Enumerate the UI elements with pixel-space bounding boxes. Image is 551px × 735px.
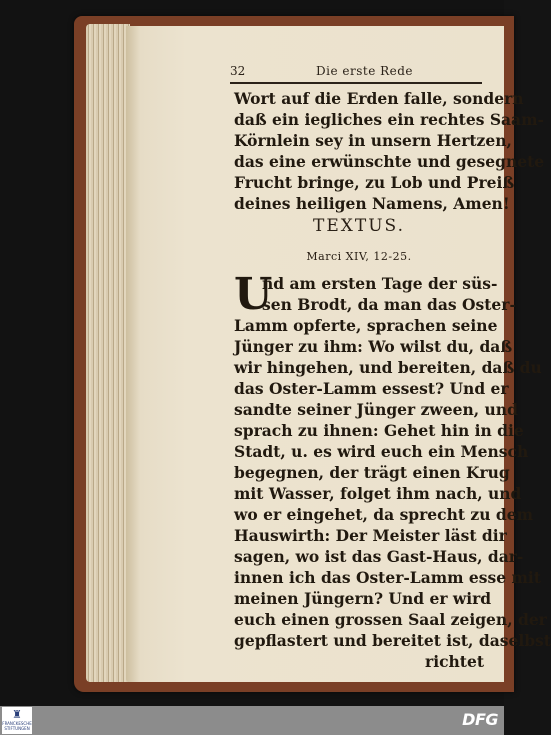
text-line: sagen, wo ist das Gast-Haus, dar-: [234, 547, 524, 566]
text-line: euch einen grossen Saal zeigen, der: [234, 610, 547, 629]
text-line: Körnlein sey in unsern Hertzen,: [234, 131, 512, 150]
catchword: richtet: [425, 652, 484, 671]
text-line: Stadt, u. es wird euch ein Mensch: [234, 442, 529, 461]
text-line: wir hingehen, und bereiten, daß du: [234, 358, 542, 377]
text-line: das Oster-Lamm essest? Und er: [234, 379, 509, 398]
text-line: das eine erwünschte und gesegnete: [234, 152, 545, 171]
text-line: begegnen, der trägt einen Krug: [234, 463, 510, 482]
drop-cap: U: [234, 269, 273, 320]
page-header: [230, 62, 482, 84]
logo-text: FRANCKESCHE STIFTUNGEN: [2, 721, 32, 731]
crest-icon: ♜: [12, 708, 22, 721]
gospel-text: [234, 269, 551, 672]
text-line: Wort auf die Erden falle, sondern: [234, 89, 524, 108]
text-line: meinen Jüngern? Und er wird: [234, 589, 492, 608]
dfg-logo[interactable]: DFG: [462, 710, 498, 729]
viewer-footer: [0, 706, 504, 735]
text-line: deines heiligen Namens, Amen!: [234, 194, 510, 213]
text-line: sandte seiner Jünger zween, und: [234, 400, 518, 419]
text-line: daß ein iegliches ein rechtes Saam-: [234, 110, 544, 129]
page-number: 32: [230, 64, 246, 78]
text-line: Lamm opferte, sprachen seine: [234, 316, 498, 335]
scripture-reference: Marci XIV, 12-25.: [306, 250, 412, 263]
institution-logo[interactable]: [2, 707, 32, 734]
text-line: sen Brodt, da man das Oster-: [262, 295, 516, 314]
running-head: Die erste Rede: [316, 64, 414, 78]
text-line: Hauswirth: Der Meister läst dir: [234, 526, 507, 545]
page-edges: [86, 24, 130, 682]
text-line: sprach zu ihnen: Gehet hin in die: [234, 421, 524, 440]
text-line: mit Wasser, folget ihm nach, und: [234, 484, 522, 503]
text-line: innen ich das Oster-Lamm esse mit: [234, 568, 541, 587]
prayer-text: [234, 88, 545, 214]
text-line: Frucht bringe, zu Lob und Preiß: [234, 173, 515, 192]
text-line: gepflastert und bereitet ist, daselbst: [234, 631, 551, 650]
text-line: nd am ersten Tage der süs-: [262, 274, 498, 293]
text-line: wo er eingehet, da sprecht zu dem: [234, 505, 534, 524]
section-heading: TEXTUS.: [313, 216, 405, 236]
text-line: Jünger zu ihm: Wo wilst du, daß: [234, 337, 513, 356]
